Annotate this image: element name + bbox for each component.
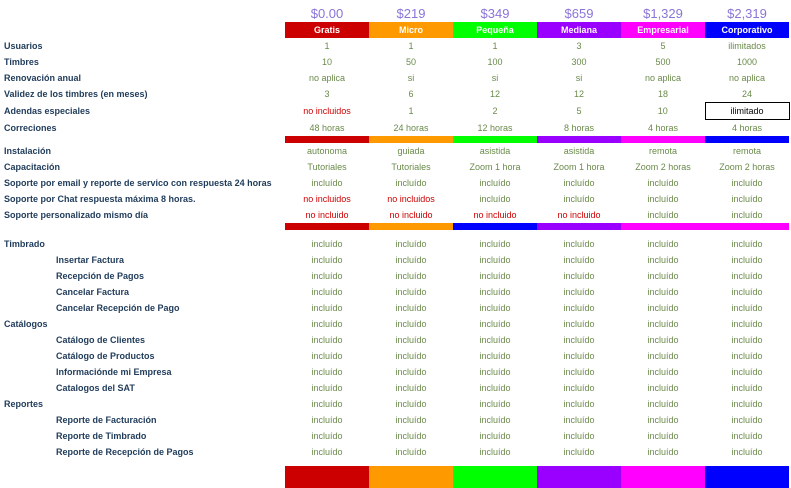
feature-value: incluído [479, 178, 511, 188]
color-bar-segment [621, 223, 705, 230]
header-label-spacer [0, 22, 285, 38]
module-value: incluído [647, 255, 679, 265]
plan-price: $1,329 [643, 6, 683, 21]
feature-value: 48 horas [309, 122, 345, 133]
module-value: incluído [311, 367, 343, 377]
plan-price: $2,319 [727, 6, 767, 21]
feature-value: no aplica [644, 73, 682, 83]
feature-value: incluído [731, 210, 763, 220]
module-row [0, 300, 789, 316]
feature-value: 3 [324, 89, 330, 100]
feature-value: 300 [571, 57, 587, 67]
color-bar-segment [705, 466, 789, 488]
feature-a-row [0, 38, 789, 54]
feature-value: 2 [492, 106, 498, 116]
module-value: incluído [479, 383, 511, 393]
module-value: incluído [311, 335, 343, 345]
module-value: incluído [647, 271, 679, 281]
feature-value: 1 [408, 41, 414, 51]
feature-b-row [0, 191, 789, 207]
module-value: incluído [731, 271, 763, 281]
module-value: incluído [395, 383, 427, 393]
feature-value: Zoom 2 horas [635, 162, 691, 172]
feature-value: incluído [731, 194, 763, 204]
feature-label: Instalación [4, 146, 52, 156]
module-value: incluído [731, 431, 763, 441]
feature-label: Renovación anual [4, 73, 82, 83]
bottom-color-bar [0, 466, 789, 488]
feature-value[interactable]: ilimitado [705, 103, 789, 120]
module-value: incluído [479, 271, 511, 281]
color-bar-segment [369, 223, 453, 230]
module-value: incluído [731, 367, 763, 377]
module-value: incluído [731, 319, 763, 329]
color-bar-segment [453, 466, 537, 488]
module-value: incluído [395, 399, 427, 409]
module-row [0, 316, 789, 332]
feature-value: si [491, 73, 499, 83]
module-value: incluído [647, 447, 679, 457]
module-value: incluído [731, 415, 763, 425]
color-bar-segment [369, 136, 453, 143]
module-value: incluído [395, 367, 427, 377]
module-value: incluído [647, 367, 679, 377]
feature-a-row [0, 70, 789, 86]
module-row [0, 396, 789, 412]
module-value: incluído [395, 335, 427, 345]
feature-value: incluído [311, 178, 343, 188]
price-row [0, 0, 789, 22]
feature-label: Soporte personalizado mismo día [4, 210, 149, 220]
color-bar-segment [621, 466, 705, 488]
module-section-label: Timbrado [4, 239, 45, 249]
module-item-label: Reporte de Facturación [56, 415, 157, 425]
color-bar-segment [537, 136, 621, 143]
module-value: incluído [563, 255, 595, 265]
module-value: incluído [395, 319, 427, 329]
feature-value: 6 [408, 89, 414, 100]
color-bar-segment [705, 136, 789, 143]
feature-value: incluído [647, 178, 679, 188]
module-value: incluído [647, 415, 679, 425]
feature-value: 10 [321, 57, 332, 67]
module-value: incluído [479, 287, 511, 297]
module-value: incluído [311, 351, 343, 361]
module-value: incluído [395, 287, 427, 297]
feature-a-row [0, 86, 789, 103]
module-value: incluído [479, 319, 511, 329]
bar-spacer [0, 223, 285, 230]
module-value: incluído [311, 287, 343, 297]
module-value: incluído [479, 351, 511, 361]
feature-value: Tutoriales [307, 162, 347, 172]
feature-value: Zoom 1 hora [469, 162, 521, 172]
feature-value: guiada [397, 146, 425, 156]
module-row [0, 380, 789, 396]
feature-a-row [0, 54, 789, 70]
feature-value: no incluidos [387, 194, 435, 204]
module-value: incluído [395, 415, 427, 425]
module-value: incluído [311, 239, 343, 249]
feature-value: 100 [487, 57, 503, 67]
module-value: incluído [479, 239, 511, 249]
module-value: incluído [479, 447, 511, 457]
module-value: incluído [311, 383, 343, 393]
plan-name-header[interactable]: Mediana [537, 22, 621, 38]
module-value: incluído [647, 335, 679, 345]
plan-name-header[interactable]: Corporativo [705, 22, 789, 38]
module-value: incluído [731, 351, 763, 361]
module-value: incluído [731, 255, 763, 265]
feature-value: incluído [563, 178, 595, 188]
feature-label: Usuarios [4, 41, 43, 51]
module-value: incluído [395, 239, 427, 249]
module-item-label: Reporte de Timbrado [56, 431, 147, 441]
feature-label: Capacitación [4, 162, 61, 172]
module-value: incluído [395, 431, 427, 441]
feature-value: 5 [660, 41, 666, 51]
module-item-label: Cancelar Factura [56, 287, 130, 297]
color-bar-segment [537, 223, 621, 230]
plan-name-header[interactable]: Pequeña [453, 22, 537, 38]
feature-value: no aplica [308, 73, 346, 83]
module-row [0, 236, 789, 252]
module-value: incluído [479, 415, 511, 425]
feature-b-row [0, 207, 789, 223]
module-row [0, 428, 789, 444]
module-value: incluído [479, 255, 511, 265]
module-value: incluído [647, 383, 679, 393]
feature-label: Adendas especiales [4, 106, 91, 116]
feature-value: no incluido [557, 210, 601, 220]
feature-value: 5 [576, 106, 582, 116]
module-row [0, 268, 789, 284]
module-row [0, 348, 789, 364]
feature-a-row [0, 103, 789, 120]
module-value: incluído [311, 319, 343, 329]
feature-value: Zoom 2 horas [719, 162, 775, 172]
module-value: incluído [647, 351, 679, 361]
module-value: incluído [311, 415, 343, 425]
module-section-label: Reportes [4, 399, 44, 409]
feature-value: autonoma [306, 146, 348, 156]
plan-header-row [0, 22, 789, 38]
module-value: incluído [563, 431, 595, 441]
module-row [0, 332, 789, 348]
module-value: incluído [395, 303, 427, 313]
color-bar-segment [285, 466, 369, 488]
feature-label: Timbres [4, 57, 39, 67]
feature-value: 4 horas [647, 122, 679, 133]
module-item-label: Catalogos del SAT [56, 383, 135, 393]
module-value: incluído [731, 447, 763, 457]
module-value: incluído [479, 431, 511, 441]
module-value: incluído [395, 255, 427, 265]
feature-value: incluído [647, 210, 679, 220]
module-value: incluído [731, 383, 763, 393]
color-bar-segment [453, 223, 537, 230]
module-value: incluído [563, 415, 595, 425]
module-item-label: Reporte de Recepción de Pagos [56, 447, 194, 457]
module-value: incluído [311, 447, 343, 457]
feature-value: incluído [647, 194, 679, 204]
module-section-label: Catálogos [4, 319, 48, 329]
feature-label: Validez de los timbres (en meses) [4, 89, 148, 100]
feature-value: 12 horas [477, 122, 513, 133]
feature-value: incluído [731, 178, 763, 188]
feature-value: no incluido [473, 210, 517, 220]
feature-value: 3 [576, 41, 582, 51]
feature-value: ilimitados [728, 41, 766, 51]
module-value: incluído [311, 271, 343, 281]
feature-b-row [0, 175, 789, 191]
feature-value: incluído [479, 194, 511, 204]
color-bar-segment [453, 136, 537, 143]
feature-value: Zoom 1 hora [553, 162, 605, 172]
module-value: incluído [647, 287, 679, 297]
color-bar-segment [369, 466, 453, 488]
module-value: incluído [563, 383, 595, 393]
feature-value: no aplica [728, 73, 766, 83]
module-value: incluído [731, 287, 763, 297]
module-value: incluído [731, 399, 763, 409]
color-bar-segment [537, 466, 621, 488]
feature-label: Soporte por Chat respuesta máxima 8 horas. [4, 194, 196, 204]
feature-value: no incluidos [303, 106, 351, 116]
feature-value: 10 [657, 106, 668, 116]
feature-a-row [0, 120, 789, 137]
module-item-label: Recepción de Pagos [56, 271, 145, 281]
module-value: incluído [563, 287, 595, 297]
module-value: incluído [647, 431, 679, 441]
divider-bar-1 [0, 136, 789, 143]
module-value: incluído [563, 447, 595, 457]
feature-value: 50 [405, 57, 416, 67]
bar-spacer [0, 466, 285, 488]
feature-value: 1 [408, 106, 414, 116]
feature-value: si [407, 73, 415, 83]
color-bar-segment [705, 223, 789, 230]
plan-name-header[interactable]: Empresarial [621, 22, 705, 38]
plan-price: $659 [564, 6, 594, 21]
feature-value: no incluido [305, 210, 349, 220]
plan-name-header[interactable]: Gratis [285, 22, 369, 38]
feature-value: 24 horas [393, 122, 429, 133]
color-bar-segment [621, 136, 705, 143]
feature-value: 12 [489, 89, 500, 100]
feature-value: incluído [563, 194, 595, 204]
color-bar-segment [285, 136, 369, 143]
module-item-label: Catálogo de Clientes [56, 335, 146, 345]
module-row [0, 252, 789, 268]
module-value: incluído [479, 367, 511, 377]
plan-name-header[interactable]: Micro [369, 22, 453, 38]
module-value: incluído [563, 319, 595, 329]
module-item-label: Catálogo de Productos [56, 351, 155, 361]
divider-bar-2 [0, 223, 789, 230]
module-item-label: Cancelar Recepción de Pago [56, 303, 180, 313]
module-value: incluído [563, 303, 595, 313]
module-value: incluído [731, 239, 763, 249]
module-value: incluído [311, 255, 343, 265]
module-value: incluído [395, 447, 427, 457]
feature-value: 24 [741, 89, 752, 99]
module-value: incluído [731, 335, 763, 345]
module-row [0, 364, 789, 380]
plan-price: $0.00 [310, 6, 344, 21]
module-value: incluído [731, 303, 763, 313]
module-row [0, 284, 789, 300]
module-value: incluído [563, 271, 595, 281]
module-value: incluído [395, 351, 427, 361]
feature-label: Soporte por email y reporte de servico con respuesta 24 horas [4, 178, 272, 188]
feature-value: 18 [657, 89, 668, 100]
feature-value: si [575, 73, 583, 83]
module-value: incluído [563, 367, 595, 377]
module-value: incluído [563, 239, 595, 249]
feature-value: 8 horas [563, 122, 595, 133]
feature-value: 1000 [736, 57, 758, 67]
module-value: incluído [647, 319, 679, 329]
module-value: incluído [647, 239, 679, 249]
feature-value: 1 [324, 41, 330, 51]
module-row [0, 444, 789, 460]
feature-value: asistida [563, 146, 595, 156]
color-bar-segment [285, 223, 369, 230]
module-value: incluído [311, 303, 343, 313]
module-value: incluído [647, 303, 679, 313]
feature-value: Tutoriales [391, 162, 431, 172]
feature-value: asistida [479, 146, 511, 156]
module-value: incluído [563, 335, 595, 345]
module-value: incluído [479, 303, 511, 313]
feature-value: no incluido [389, 210, 433, 220]
feature-b-row [0, 143, 789, 159]
plan-price: $349 [480, 6, 510, 21]
module-value: incluído [479, 399, 511, 409]
module-value: incluído [311, 431, 343, 441]
module-value: incluído [311, 399, 343, 409]
feature-value: 4 horas [731, 123, 763, 133]
feature-value: incluído [395, 178, 427, 188]
bar-spacer [0, 136, 285, 143]
feature-value: remota [732, 146, 761, 156]
module-value: incluído [647, 399, 679, 409]
module-item-label: Insertar Factura [56, 255, 125, 265]
feature-label: Correciones [4, 122, 57, 133]
module-value: incluído [563, 351, 595, 361]
module-row [0, 412, 789, 428]
feature-value: 1 [492, 41, 498, 51]
feature-value: 500 [655, 57, 671, 67]
module-value: incluído [563, 399, 595, 409]
feature-value: remota [648, 146, 677, 156]
module-item-label: Informaciónde mi Empresa [56, 367, 172, 377]
plan-price: $219 [396, 6, 426, 21]
feature-b-row [0, 159, 789, 175]
feature-value: 12 [573, 89, 584, 100]
price-label-spacer [0, 0, 285, 22]
module-value: incluído [479, 335, 511, 345]
module-value: incluído [395, 271, 427, 281]
feature-value: no incluidos [303, 194, 351, 204]
